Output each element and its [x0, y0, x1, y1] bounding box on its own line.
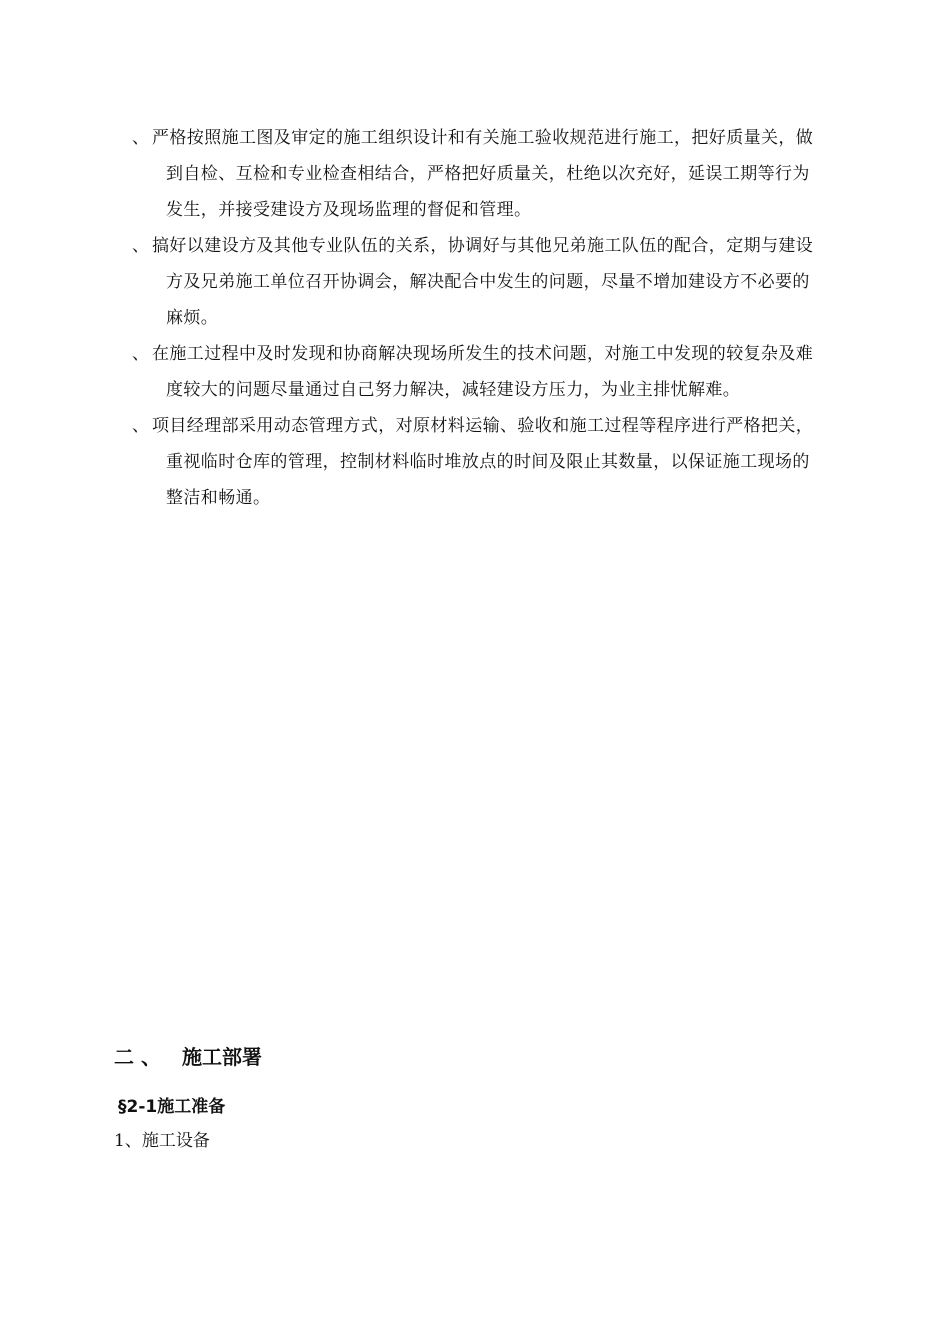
item-heading: 1、施工设备	[114, 1131, 210, 1151]
list-item-line: 搞好以建设方及其他专业队伍的关系，协调好与其他兄弟施工队伍的配合，定期与建设	[152, 236, 814, 256]
list-item	[132, 408, 892, 516]
list-mark: 、	[132, 416, 149, 436]
list-item-line: 发生，并接受建设方及现场监理的督促和管理。	[166, 200, 532, 220]
list-item-line: 麻烦。	[166, 308, 219, 328]
list-item	[132, 336, 892, 408]
list-item-line: 度较大的问题尽量通过自己努力解决，减轻建设方压力，为业主排忧解难。	[166, 380, 741, 400]
list-mark: 、	[132, 344, 149, 364]
list-item-line: 重视临时仓库的管理，控制材料临时堆放点的时间及限止其数量，以保证施工现场的	[166, 452, 810, 472]
subsection-heading: §2-1施工准备	[118, 1097, 226, 1117]
list-mark: 、	[132, 236, 149, 256]
list-item-line: 整洁和畅通。	[166, 488, 271, 508]
list-item-line: 项目经理部采用动态管理方式，对原材料运输、验收和施工过程等程序进行严格把关，	[152, 416, 814, 436]
section-number: 二 、	[114, 1045, 161, 1069]
section-title: 施工部署	[182, 1045, 262, 1069]
list-item-line: 在施工过程中及时发现和协商解决现场所发生的技术问题，对施工中发现的较复杂及难	[152, 344, 814, 364]
list-item	[132, 120, 892, 228]
list-item-line: 严格按照施工图及审定的施工组织设计和有关施工验收规范进行施工，把好质量关，做	[152, 128, 814, 148]
section-heading	[114, 1040, 262, 1074]
list-item-line: 方及兄弟施工单位召开协调会，解决配合中发生的问题，尽量不增加建设方不必要的	[166, 272, 810, 292]
list-mark: 、	[132, 128, 149, 148]
bullet-list	[132, 120, 892, 516]
list-item-line: 到自检、互检和专业检查相结合，严格把好质量关，杜绝以次充好，延误工期等行为	[166, 164, 810, 184]
list-item	[132, 228, 892, 336]
